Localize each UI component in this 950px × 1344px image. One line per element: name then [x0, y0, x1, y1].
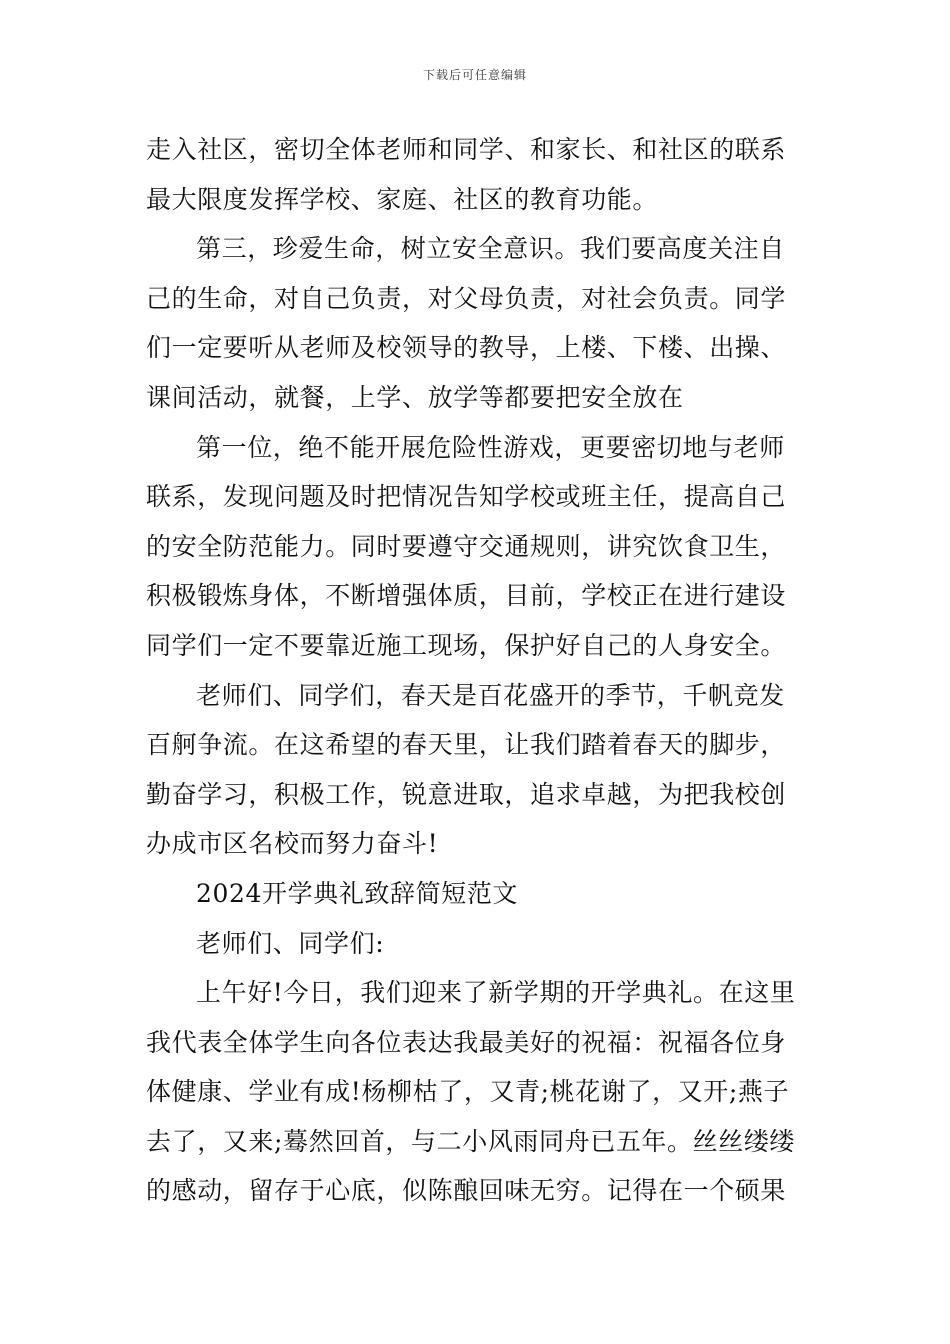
text-line: 己的生命，对自己负责，对父母负责，对社会负责。同学 [146, 283, 787, 313]
text-line: 的安全防范能力。同时要遵守交通规则，讲究饮食卫生， [146, 531, 787, 561]
text-line: 们一定要听从老师及校领导的教导，上楼、下楼、出操、 [146, 333, 787, 363]
header-note: 下载后可任意编辑 [422, 68, 527, 82]
text-line: 同学们一定不要靠近施工现场，保护好自己的人身安全。 [146, 630, 787, 660]
text-line: 积极锻炼身体，不断增强体质，目前，学校正在进行建设 [146, 581, 787, 611]
text-line: 课间活动，就餐，上学、放学等都要把安全放在 [146, 382, 684, 412]
document-body [146, 125, 808, 1216]
text-line: 的感动，留存于心底，似陈酿回味无穷。记得在一个硕果 [146, 1176, 787, 1206]
text-line: 我代表全体学生向各位表达我最美好的祝福：祝福各位身 [146, 1027, 787, 1057]
text-line: 老师们、同学们，春天是百花盛开的季节，千帆竞发 [196, 680, 785, 710]
text-line: 第一位，绝不能开展危险性游戏，更要密切地与老师 [196, 432, 785, 462]
text-line: 勤奋学习，积极工作，锐意进取，追求卓越，为把我校创 [146, 779, 787, 809]
text-line: 上午好!今日，我们迎来了新学期的开学典礼。在这里 [196, 978, 796, 1008]
text-line: 走入社区，密切全体老师和同学、和家长、和社区的联系 [146, 135, 787, 164]
text-line: 联系，发现问题及时把情况告知学校或班主任，提高自己 [146, 482, 787, 512]
text-line: 体健康、学业有成!杨柳枯了，又青;桃花谢了，又开;燕子 [146, 1077, 790, 1107]
text-line: 去了，又来;蓦然回首，与二小风雨同舟已五年。丝丝缕缕 [146, 1126, 796, 1156]
text-line: 最大限度发挥学校、家庭、社区的教育功能。 [146, 184, 659, 214]
text-line: 百舸争流。在这希望的春天里，让我们踏着春天的脚步， [146, 730, 787, 760]
section-title: 2024开学典礼致辞简短范文 [196, 878, 519, 908]
text-line: 第三，珍爱生命，树立安全意识。我们要高度关注自 [196, 234, 785, 264]
salutation: 老师们、同学们: [196, 928, 385, 958]
text-line: 办成市区名校而努力奋斗! [146, 829, 439, 859]
